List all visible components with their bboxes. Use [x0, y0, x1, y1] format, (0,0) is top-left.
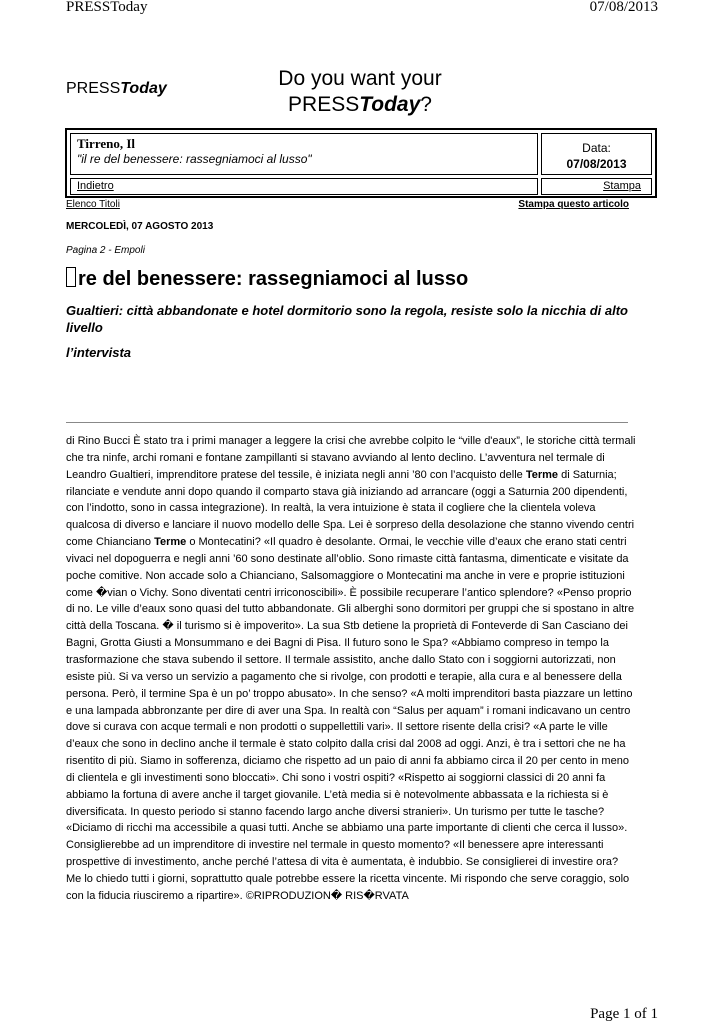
print-header-date: 07/08/2013 — [589, 0, 658, 15]
brand-today: Today — [120, 80, 167, 97]
article-headline-text: re del benessere: rassegniamoci al lusso — [78, 268, 469, 290]
print-article-link[interactable]: Stampa questo articolo — [518, 199, 629, 210]
article-dateline: MERCOLEDÌ, 07 AGOSTO 2013 — [66, 221, 214, 232]
date-cell — [541, 133, 652, 175]
promo-today: Today — [359, 93, 421, 116]
article-headline — [66, 267, 468, 291]
article-body-part1: di Rino Bucci È stato tra i primi manager a leggere la crisi che avrebbe colpito le “ville d'eaux”, le storiche città termali che tra ninfe, archi romani e fontane zampillanti si stavano avviando al lento declino. L’avventura nel termale di Leandro Gualtieri, imprenditore pratese del tessile, è iniziata negli anni ’80 con l’acquisto delle — [66, 435, 636, 481]
promo-suffix: ? — [420, 93, 432, 116]
print-header-title: PRESSToday — [66, 0, 148, 15]
article-page-info: Pagina 2 - Empoli — [66, 245, 145, 256]
brand-logo — [66, 80, 167, 98]
article-body — [66, 433, 636, 905]
publication-name: Tirreno, Il — [77, 136, 136, 151]
article-body-part3: o Montecatini? «Il quadro è desolante. Ormai, le vecchie ville d’eaux che erano stati centri vivaci nel dopoguerra e negli anni ’60 sono destinate all’oblio. Sono rimaste città fantasma, dimenticate e visitate da poche comitive. Non accade solo a Chianciano, Salsomaggiore o Montecatini ma anche in vere e proprie istituzioni come �vian o Vichy. Sono diventati centri irriconoscibili». È possibile recuperare l’antico splendore? «Penso proprio di no. Le ville d’eaux sono quasi del tutto abbandonate. Gli alberghi sono dormitori per gruppi che si spostano in altre città della Toscana. � il turismo si è impoverito». La sua Stb detiene la proprietà di Fonteverde di San Casciano dei Bagni, Grotta Giusti a Monsummano e dei Bagni di Pisa. Il futuro sono le Spa? «Abbiamo compreso in tempo la trasformazione che stava subendo il settore. Il termale assistito, anche dallo Stato con i soggiorni autorizzati, non esiste più. Si va verso un servizio a pagamento che si rivolge, con prodotti e terapie, alla cura e al benessere della persona. Però, il termine Spa è un po’ troppo abusato». In che senso? «A molti imprenditori basta piazzare un lettino e una lampada abbronzante per dire di aver una Spa. In realtà con “Salus per aquam” i romani indicavano un centro dove si curava con acque termali e non prodotti o suppellettili vari». Il settore risente della crisi? «A parte le ville d’eaux che sono in declino anche il termale è stato colpito dalla crisi dal 2008 ad oggi. Anzi, è tra i settori che ne ha risentito di più. Siamo in sofferenza, diciamo che rispetto ad un paio di anni fa abbiamo circa il 20 per cento in meno di clientela e gli investimenti sono bloccati». Chi sono i vostri ospiti? «Rispetto ai soggiorni classici di 20 anni fa abbiamo la fortuna di avere anche il target giovanile. L’età media si è notevolmente abbassata e la richiesta si è diversificata. In questo periodo si stanno facendo largo anche diversi stranieri». Un turismo per tutte le tasche? «Diciamo di ricchi ma accessibile a quasi tutti. Anche se abbiamo una parte importante di clienti che cerca il lusso». Consiglierebbe ad un imprenditore di investire nel termale in questo momento? «Il benessere apre interessanti prospettive di investimento, anche perché l’attesa di vita è aumentata, è indubbio. Se consiglierei di investire ora? Me lo chiedo tutti i giorni, soprattutto quale potrebbe essere la ricetta vincente. Mi rispondo che serve coraggio, solo con la fiducia riusciremo a ripartire». ©RIPRODUZION� RIS�RVATA — [66, 536, 635, 902]
article-info-box — [65, 128, 657, 198]
back-cell — [70, 178, 538, 195]
print-cell — [541, 178, 652, 195]
promo-line1: Do you want your — [278, 67, 442, 90]
missing-glyph-icon — [66, 267, 76, 287]
article-kicker: l’intervista — [66, 345, 132, 360]
article-subheadline: Gualtieri: città abbandonate e hotel dormitorio sono la regola, resiste solo la nicchia di alto livello — [66, 303, 628, 335]
print-link[interactable]: Stampa — [603, 180, 641, 192]
back-link[interactable]: Indietro — [77, 180, 114, 192]
promo-banner[interactable] — [240, 66, 480, 118]
divider — [66, 422, 628, 423]
date-value: 07/08/2013 — [566, 157, 627, 171]
article-quoted-title: "il re del benessere: rassegniamoci al lusso" — [77, 152, 312, 166]
promo-press: PRESS — [288, 93, 360, 116]
article-body-part2: di Saturnia; rilanciate e vendute anni dopo quando il comparto stava già iniziando ad arrancare (oggi a Saturnia 200 dipendenti, con l’indotto, sono in cassa integrazione). In realtà, la vera intuizione è stata il cogliere che la clientela voleva qualcosa di diverso e lanciare il nuovo modello delle Spa. Lei è sorpreso della desolazione che stanno vivendo centri come Chianciano — [66, 468, 635, 549]
promo-line2 — [240, 92, 480, 118]
date-label: Data: — [582, 141, 611, 155]
keyword-terme-2: Terme — [154, 536, 187, 549]
title-list-link[interactable]: Elenco Titoli — [66, 199, 120, 210]
brand-press: PRESS — [66, 80, 121, 97]
keyword-terme-1: Terme — [525, 468, 559, 481]
page-number: Page 1 of 1 — [590, 1006, 658, 1022]
article-info-cell — [70, 133, 538, 175]
